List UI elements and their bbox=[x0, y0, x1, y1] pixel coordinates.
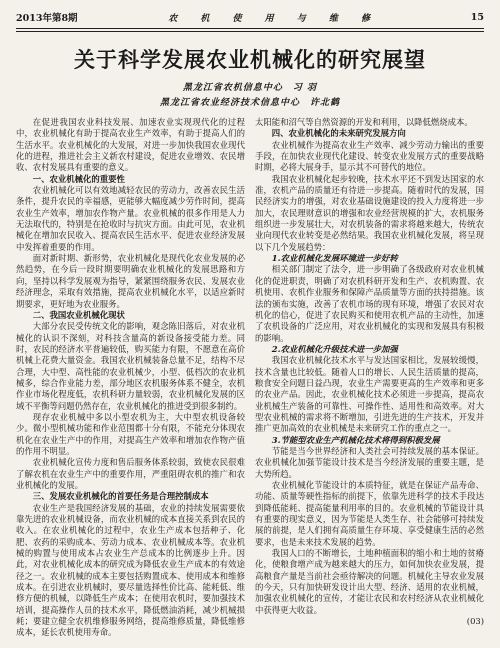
subsection-heading: 2.农业机械化升级技术进一步加强 bbox=[271, 343, 398, 354]
body-paragraph: 农业机械作为提高农业生产效率、减少劳动力输出的重要手段，在加快农业现代化建设、转变农业发展方式的重要战略时期，必将大展身手，显示其不可替代的地位。 bbox=[255, 139, 484, 173]
running-header bbox=[16, 8, 484, 26]
article-title: 关于科学发展农业机械化的研究展望 bbox=[74, 48, 426, 72]
section-heading: 三、发展农业机械化的首要任务是合理控制成本 bbox=[32, 491, 209, 502]
body-columns bbox=[16, 117, 484, 640]
body-paragraph: 农业机械化可以有效地减轻农民的劳动力，改善农民生活条件，提升农民的幸福感，更能够大幅度减少劳作时间，提高农业生产效率，增加农作物产量。农业机械的很多作用是人力无法取代的，特别是在抢收时与抗灾方面。由此可见，农业机械化在增加农民收入、提高农民生活水平、促进农业经济发展中发挥着重要的作用。 bbox=[16, 185, 245, 252]
header-rule-thin bbox=[16, 31, 484, 32]
issue-label: 2013年第8期 bbox=[16, 13, 78, 24]
body-paragraph: 我国农业机械化技术水平与发达国家相比，发展较缓慢，技术含量也比较低。随着人口的增长、人民生活质量的提高，粮食安全问题日益凸现，农业生产需要更高的生产效率和更多的农业产品。因此，农业机械化技术必须进一步提高，提高农业机械生产装备的可靠性、可操作性、适用性和高效率。对大型农业机械的需求将不断增加，引进先进的生产技术，开发并推广更加高效的农业机械是未来研究工作的重点之一。 bbox=[255, 355, 484, 434]
section-heading: 一、农业机械化的重要性 bbox=[32, 173, 125, 184]
body-paragraph: 在促进我国农业科技发展、加速农业实现现代化的过程中，农业机械化有助于提高农业生产效率，有助于提高人们的生活水平。农业机械化的大发展，对进一步加快我国农业现代化的进程，推进社会主义新农村建设，促进农业增效、农民增收、农村发展具有重要的意义。 bbox=[16, 117, 245, 173]
section-heading: 二、我国农业机械化现状 bbox=[32, 309, 125, 320]
right-column bbox=[255, 117, 484, 640]
body-paragraph: 大部分农民受传统文化的影响，观念陈旧落后，对农业机械化的认识不深刻，对科技含量高的新设备接受能力差。同时，农民的经济水平普遍较低，购买能力有限，不愿意在高价机械上花费大量资金。我国农业机械装备总量不足，结构不尽合理，大中型、高性能的农业机械少，小型、低档次的农业机械多，综合作业能力差，部分地区农机服务体系不健全，农机作业市场化程度低，农机科研力量较弱，农业机械化发展的区域不平衡等问题仍然存在，农业机械化的推进受到很多制约。 bbox=[16, 321, 245, 411]
body-paragraph: 农业机械化宣传力度和售后服务体系较弱，致使农民很难了解农机在农业生产中的重要作用，严重阻碍农机的推广和农业机械化的发展。 bbox=[16, 457, 245, 490]
header-rule bbox=[16, 28, 484, 29]
body-paragraph: 面对新时期、新形势，农业机械化是现代化农业发展的必然趋势，在今后一段时期要明确农业机械化的发展思路和方向，坚持以科学发展观为指导，紧紧围绕服务农民、发展农业经济理念，采取有效措施，提高农业机械化水平，以适应新时期要求，更好地为农业服务。 bbox=[16, 253, 245, 309]
body-paragraph: 相关部门制定了法令，进一步明确了各级政府对农业机械化的促进职责，明确了对农机科研开发和生产、农机购置、农机使用、农机作业服务和保障产品质量等方面的扶持措施。该法的颁布实施，改善了农机市场的现有环境，增强了农民对农机化的信心，促进了农民购买和使用农机产品的主动性，加速了农机设备的广泛应用，对农业机械化的实现和发展具有积极的影响。 bbox=[255, 264, 484, 343]
body-paragraph: 现存农业机械中多以小型农机为主，大中型农机设备较少。微小型机械功能和作业范围都十分有限，不能充分体现农机化在农业生产中的作用，对提高生产效率和增加农作物产值的作用不明显。 bbox=[16, 411, 245, 456]
author-affiliation-1: 黑龙江省农机信息中心 习 羽 bbox=[182, 83, 318, 93]
journal-name: 农 机 使 用 与 维 修 bbox=[168, 13, 381, 24]
author-affiliation-2: 黑龙江省农业经济技术信息中心 许北鹤 bbox=[159, 98, 340, 108]
section-heading: 四、农业机械化的未来研究发展方向 bbox=[271, 128, 406, 139]
subsection-heading: 3.节能型农业生产机械化技术将得到积极发展 bbox=[271, 434, 440, 445]
left-column bbox=[16, 117, 245, 640]
body-paragraph: 节能是当今世界经济和人类社会可持续发展的基本保证。农业机械化加强节能设计技术是当今经济发展的重要主题，是大势所趋。 bbox=[255, 445, 484, 479]
body-paragraph: 农业生产是我国经济发展的基础，农业的持续发展需要依靠先进的农业机械设备，而农业机械的成本直接关系到农民的收入。在农业机械化的过程中，农业生产成本包括种子、化肥、农药的采购成本、劳动力成本、农业机械成本等。农业机械的购置与使用成本占农业生产总成本的比例逐步上升。因此，对农业机械化成本的研究成为降低农业生产成本的有效途径之一。农业机械的成本主要包括购置成本、使用成本和维修成本。在引进农业机械时，要尽量选择性价比高、能耗低、维修方便的机械，以降低生产成本；在使用农机时，要加强技术培训，提高操作人员的技术水平，降低燃油消耗，减少机械损耗；要建立健全农机维修服务网络，提高维修质量，降低维修成本，延长农机使用寿命。 bbox=[16, 502, 245, 638]
body-paragraph: 农业机械化节能设计的本质特征，就是在保证产品寿命、功能、质量等硬性指标的前提下，依靠先进科学的技术手段达到降低能耗、提高能量利用率的目的。农业机械的节能设计具有重要的现实意义，因为节能是人类生存、社会能够可持续发展的前提，是人们拥有高质量生存环境、享受健康生活的必然要求，也是未来技术发展的趋势。 bbox=[255, 480, 484, 547]
body-paragraph: 太阳能和沼气等自然资源的开发和利用，以降低燃烧成本。 bbox=[255, 117, 473, 127]
end-mark-text: (03) bbox=[466, 616, 484, 627]
body-paragraph: 我国人口的不断增长，土地种植面积的缩小和土地的贫瘠化，使粮食增产成为越来越大的压力，如何加快农业发展，提高粮食产量是当前社会亟待解决的问题。机械化主导农业发展的今天，只有加快研发设计出大型、经济、适用的农业机械，加强农业机械化的宣传，才能让农民和农村经济从农业机械化中获得更大收益。 bbox=[255, 548, 484, 615]
subsection-heading: 1.农业机械化发展环境进一步好转 bbox=[271, 253, 398, 264]
body-paragraph: 我国农业机械化起步较晚，技术水平还不到发达国家的水准，农机产品的质量还有待进一步提高。随着时代的发展，国民经济实力的增强，对农业基础设施建设的投入力度将进一步加大，农民理财意识的增强和农业经营规模的扩大，农机服务组织进一步发展壮大，对农机装备的需求将越来越大，传统农业向现代农业转变是必然结果。我国农业机械化发展，将呈现以下几个发展趋势： bbox=[255, 173, 484, 252]
page-number: 15 bbox=[470, 11, 484, 23]
